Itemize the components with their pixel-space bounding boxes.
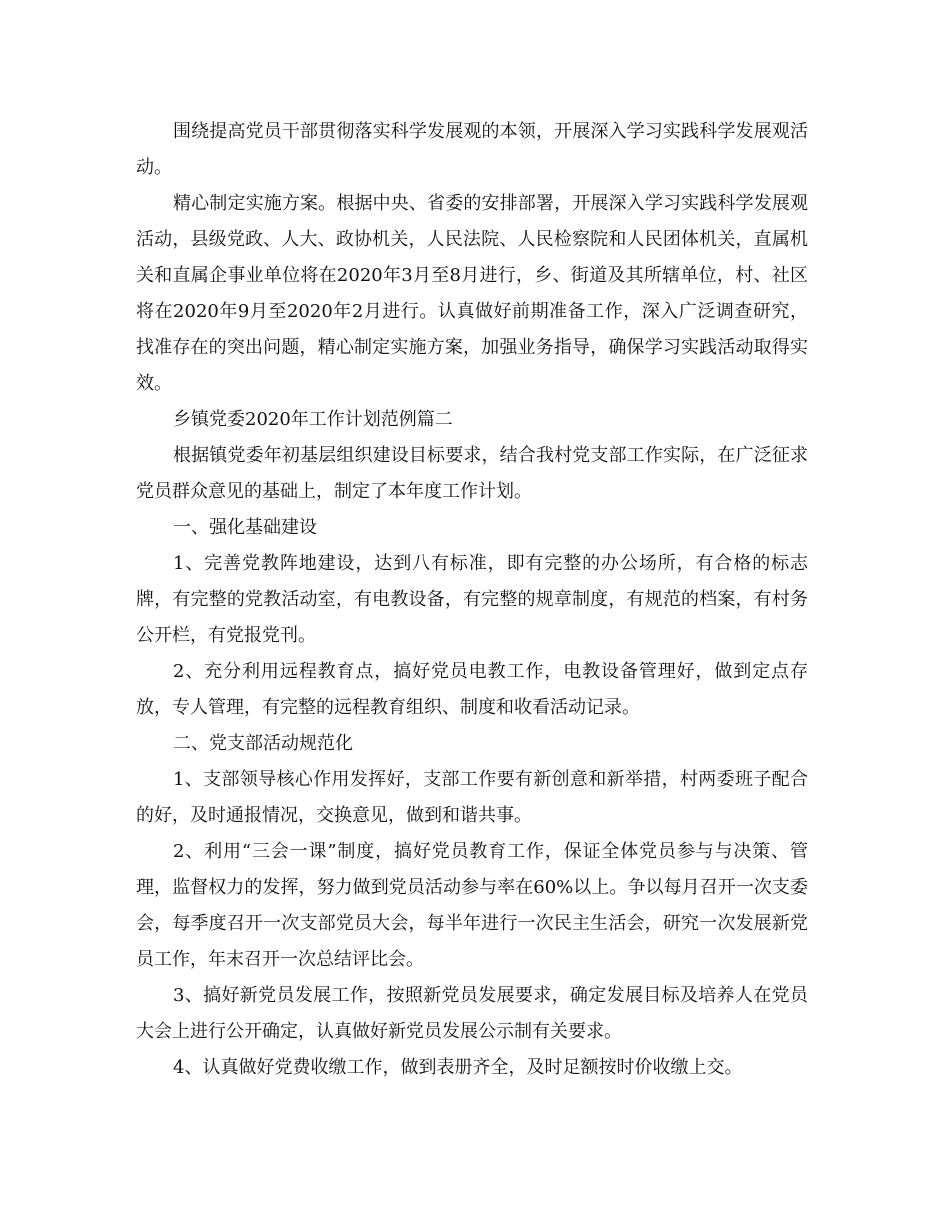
paragraph-1: 围绕提高党员干部贯彻落实科学发展观的本领，开展深入学习实践科学发展观活动。	[136, 121, 808, 178]
item-2-1: 1、支部领导核心作用发挥好，支部工作要有新创意和新举措，村两委班子配合的好，及时通报情况，交换意见，做到和谐共事。	[136, 769, 808, 826]
heading-2: 二、党支部活动规范化	[173, 733, 353, 754]
paragraph-3: 根据镇党委年初基层组织建设目标要求，结合我村党支部工作实际，在广泛征求党员群众意见的基础上，制定了本年度工作计划。	[136, 445, 808, 502]
item-2-3: 3、搞好新党员发展工作，按照新党员发展要求，确定发展目标及培养人在党员大会上进行公开确定，认真做好新党员发展公示制有关要求。	[136, 985, 808, 1042]
paragraph-2: 精心制定实施方案。根据中央、省委的安排部署，开展深入学习实践科学发展观活动，县级党政、人大、政协机关，人民法院、人民检察院和人民团体机关，直属机关和直属企事业单位将在2020年3月至8月进行，乡、街道及其所辖单位，村、社区将在2020年9月至2020年2月进行。认真做好前期准备工作，深入广泛调查研究，找准存在的突出问题，精心制定实施方案，加强业务指导，确保学习实践活动取得实效。	[136, 193, 808, 394]
document-body	[136, 114, 808, 1086]
item-1-1: 1、完善党教阵地建设，达到八有标准，即有完整的办公场所，有合格的标志牌，有完整的党教活动室，有电教设备，有完整的规章制度，有规范的档案，有村务公开栏，有党报党刊。	[136, 553, 808, 646]
item-2-4: 4、认真做好党费收缴工作，做到表册齐全，及时足额按时价收缴上交。	[173, 1057, 743, 1078]
section-title: 乡镇党委2020年工作计划范例篇二	[173, 409, 453, 430]
item-2-2: 2、利用“三会一课”制度，搞好党员教育工作，保证全体党员参与与决策、管理，监督权力的发挥，努力做到党员活动参与率在60%以上。争以每月召开一次支委会，每季度召开一次支部党员大会，每半年进行一次民主生活会，研究一次发展新党员工作，年末召开一次总结评比会。	[136, 841, 808, 970]
item-1-2: 2、充分利用远程教育点，搞好党员电教工作，电教设备管理好，做到定点存放，专人管理，有完整的远程教育组织、制度和收看活动记录。	[136, 661, 808, 718]
heading-1: 一、强化基础建设	[173, 517, 317, 538]
